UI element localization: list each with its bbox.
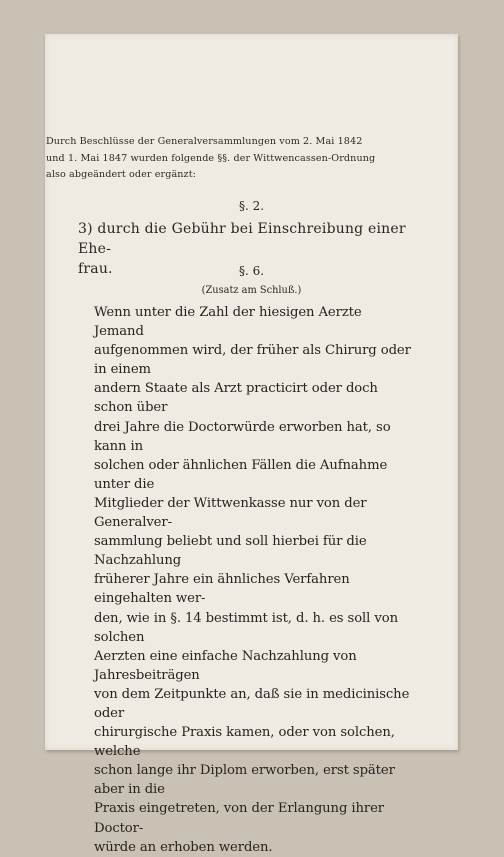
- section-6-body: Wenn unter die Zahl der hiesigen Aerzte Jemand aufgenommen wird, der früher als Chirurg oder in einem andern Staate als Arzt practicirt oder doch schon über drei Jahre die Doctorwürde erworben hat, so kann in solchen oder ähnlichen Fällen die Aufnahme unter die Mitglieder der Wittwenkasse nur von der Generalver- sammlung beliebt und soll hierbei für die Nachzahlung früherer Jahre ein ähnliches Verfahren eingehalten wer- den, wie in §. 14 bestimmt ist, d. h. es soll von solchen Aerzten eine einfache Nachzahlung von Jahresbeiträgen von dem Zeitpunkte an, daß sie in medicinische oder chirurgische Praxis kamen, oder von solchen, welche schon lange ihr Diplom erworben, erst später aber in die Praxis eingetreten, von der Erlangung ihrer Doctor- würde an erhoben werden.: [94, 305, 411, 855]
- preamble-text: Durch Beschlüsse der Generalversammlungen vom 2. Mai 1842 und 1. Mai 1847 wurden folgende §§. der Wittwencassen-Ordnung also abgeändert oder ergänzt:: [46, 136, 376, 180]
- section-6-heading: §. 6.: [238, 264, 265, 278]
- section-2-heading: §. 2.: [238, 199, 265, 213]
- section-6-note: (Zusatz am Schluß.): [201, 285, 302, 296]
- section-2-item: 3) durch die Gebühr bei Einschreibung einer Ehe- frau.: [78, 221, 406, 277]
